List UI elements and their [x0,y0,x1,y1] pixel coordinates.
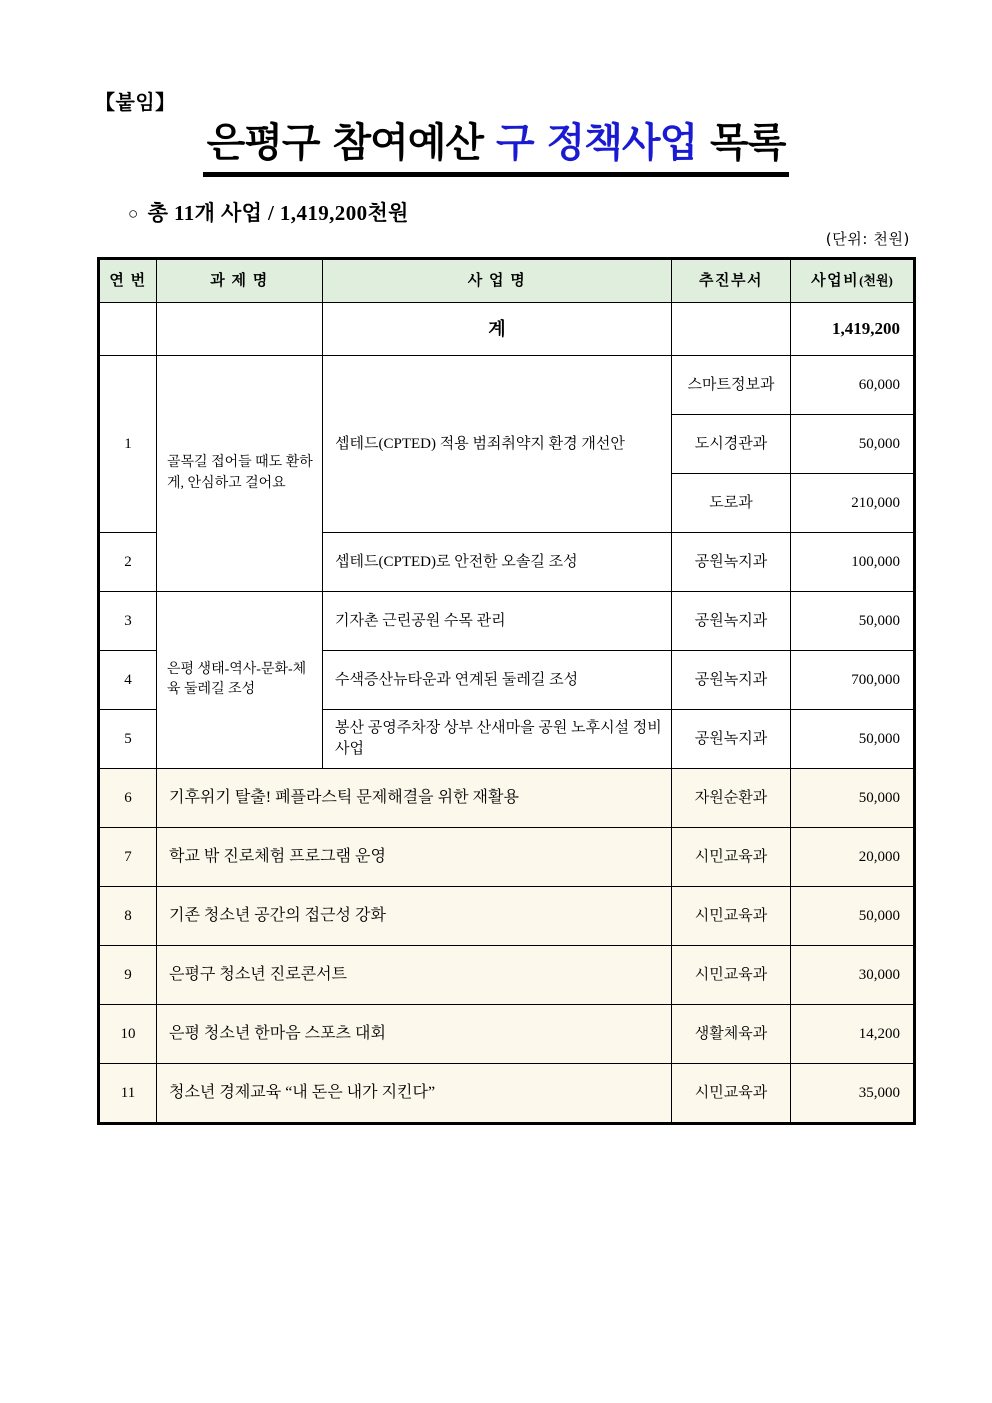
department-1c [672,474,791,533]
cost-7 [791,828,915,887]
cost-text-1b: 50,000 [858,435,900,452]
bullet-icon: ○ [128,204,139,223]
department-5 [672,710,791,769]
row-no-11: 11 [99,1064,157,1124]
cost-8 [791,887,915,946]
table-row [99,356,915,415]
page-title-wrapper [0,120,992,177]
budget-table [97,257,916,1125]
row-no-4: 4 [99,651,157,710]
department-text-4: 공원녹지과 [694,671,768,688]
project-name-text-9: 은평구 청소년 진로콘서트 [169,965,348,983]
page-title-segment-2: 구 정책사업 [495,120,698,166]
project-name-text-1: 셉테드(CPTED) 적용 범죄취약지 환경 개선안 [335,435,625,452]
cost-text-10: 14,200 [858,1025,900,1042]
row-no-1: 1 [99,356,157,533]
department-4 [672,651,791,710]
table-row [99,769,915,828]
table-row [99,946,915,1005]
department-2 [672,533,791,592]
page-title [203,120,790,177]
department-3 [672,592,791,651]
cost-text-6: 50,000 [858,789,900,806]
department-text-5: 공원녹지과 [694,730,768,747]
project-name-9 [157,946,672,1005]
total-amount-cell [791,303,915,356]
department-text-9: 시민교육과 [694,966,768,983]
cost-4 [791,651,915,710]
row-no-9: 9 [99,946,157,1005]
department-text-6: 자원순환과 [694,789,768,806]
total-department-cell [672,303,791,356]
department-1a [672,356,791,415]
project-name-5 [323,710,672,769]
project-name-text-8: 기존 청소년 공간의 접근성 강화 [169,906,386,924]
cost-9 [791,946,915,1005]
project-name-7 [157,828,672,887]
project-name-text-10: 은평 청소년 한마음 스포츠 대회 [169,1024,386,1042]
cost-6 [791,769,915,828]
department-text-8: 시민교육과 [694,907,768,924]
project-name-text-5: 봉산 공영주차장 상부 산새마을 공원 노후시설 정비사업 [335,720,662,757]
cost-text-8: 50,000 [858,907,900,924]
department-10 [672,1005,791,1064]
department-text-2: 공원녹지과 [694,553,768,570]
row-no-6: 6 [99,769,157,828]
department-text-1c: 도로과 [709,494,753,511]
row-no-10: 10 [99,1005,157,1064]
page-title-segment-1: 은평구 참여예산 [206,120,496,166]
page-title-segment-3: 목록 [697,120,786,166]
department-text-3: 공원녹지과 [694,612,768,629]
total-amount-text: 1,419,200 [832,318,900,338]
column-header-task: 과 제 명 [157,259,323,303]
department-text-1a: 스마트정보과 [687,376,775,393]
total-no-cell [99,303,157,356]
department-11 [672,1064,791,1124]
column-header-department: 추진부서 [672,259,791,303]
table-row [99,828,915,887]
summary-line [128,203,409,224]
cost-text-11: 35,000 [858,1084,900,1101]
cost-1a [791,356,915,415]
project-name-4 [323,651,672,710]
cost-text-3: 50,000 [858,612,900,629]
project-name-2 [323,533,672,592]
cost-1b [791,415,915,474]
project-name-1 [323,356,672,533]
cost-text-2: 100,000 [851,553,900,570]
department-text-1b: 도시경관과 [694,435,768,452]
column-header-no: 연 번 [99,259,157,303]
cost-text-1a: 60,000 [858,376,900,393]
department-text-11: 시민교육과 [694,1084,768,1101]
department-8 [672,887,791,946]
table-row [99,887,915,946]
task-name-group-1 [157,356,323,592]
column-header-project: 사 업 명 [323,259,672,303]
department-7 [672,828,791,887]
table-row [99,592,915,651]
cost-10 [791,1005,915,1064]
unit-note: (단위: 천원) [825,230,910,248]
project-name-text-2: 셉테드(CPTED)로 안전한 오솔길 조성 [335,553,578,570]
department-text-7: 시민교육과 [694,848,768,865]
project-name-10 [157,1005,672,1064]
table-header-row [99,259,915,303]
cost-text-9: 30,000 [858,966,900,983]
table-body [99,303,915,1124]
table-row [99,1005,915,1064]
project-name-text-3: 기자촌 근린공원 수목 관리 [335,612,506,629]
project-name-3 [323,592,672,651]
department-9 [672,946,791,1005]
cost-text-5: 50,000 [858,730,900,747]
row-no-5: 5 [99,710,157,769]
row-no-8: 8 [99,887,157,946]
department-6 [672,769,791,828]
task-name-text-2: 은평 생태-역사-문화-체육 둘레길 조성 [167,661,307,697]
project-name-8 [157,887,672,946]
task-name-group-2 [157,592,323,769]
column-header-cost [791,259,915,303]
total-label-cell: 계 [323,303,672,356]
project-name-6 [157,769,672,828]
project-name-text-11: 청소년 경제교육 “내 돈은 내가 지킨다” [169,1083,436,1101]
column-header-cost-text: 사업비 [811,272,860,289]
table-row [99,1064,915,1124]
row-no-3: 3 [99,592,157,651]
cost-1c [791,474,915,533]
cost-text-1c: 210,000 [851,494,900,511]
row-no-2: 2 [99,533,157,592]
summary-text: 총 11개 사업 / 1,419,200천원 [147,201,409,225]
cost-11 [791,1064,915,1124]
table-header [99,259,915,303]
cost-text-4: 700,000 [851,671,900,688]
table-row-total [99,303,915,356]
cost-2 [791,533,915,592]
task-name-text-1: 골목길 접어들 때도 환하게, 안심하고 걸어요 [167,455,313,491]
column-header-cost-unit: (천원) [859,272,893,288]
budget-table-wrapper [97,257,913,1125]
department-1b [672,415,791,474]
attachment-label: 【붙임】 [95,92,176,114]
cost-text-7: 20,000 [858,848,900,865]
department-text-10: 생활체육과 [694,1025,768,1042]
project-name-text-6: 기후위기 탈출! 폐플라스틱 문제해결을 위한 재활용 [169,788,519,806]
project-name-text-4: 수색증산뉴타운과 연계된 둘레길 조성 [335,671,579,688]
total-task-cell [157,303,323,356]
project-name-11 [157,1064,672,1124]
project-name-text-7: 학교 밖 진로체험 프로그램 운영 [169,847,386,865]
cost-3 [791,592,915,651]
row-no-7: 7 [99,828,157,887]
cost-5 [791,710,915,769]
